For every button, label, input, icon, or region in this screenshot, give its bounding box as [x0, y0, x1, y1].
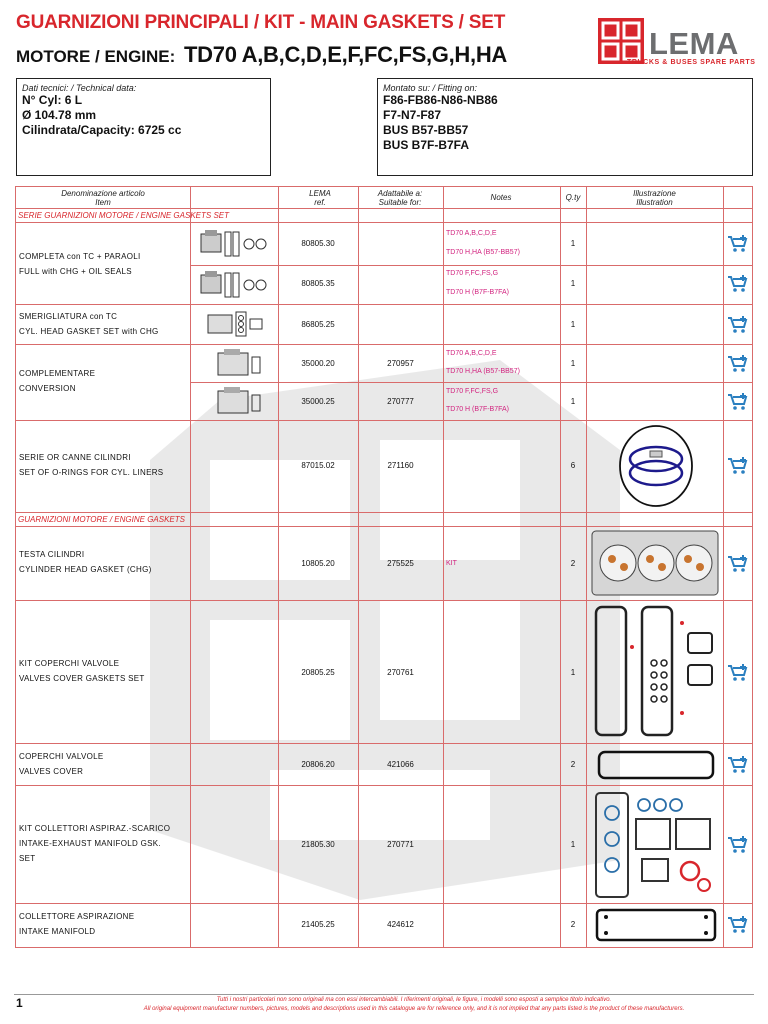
- technical-line: Ø 104.78 mm: [22, 108, 97, 122]
- note-line: TD70 A,B,C,D,E: [446, 230, 497, 237]
- fitting-line: BUS B57-BB57: [383, 123, 469, 137]
- valves-cover-gaskets-image: [592, 603, 720, 739]
- head-gasket-set-image: [206, 309, 266, 339]
- conversion-set-image: [214, 347, 264, 379]
- add-to-cart-icon[interactable]: [727, 663, 749, 683]
- item-description: SMERIGLIATURA con TC CYL. HEAD GASKET SET with CHG: [19, 312, 159, 336]
- suitable-cell: 421066: [387, 760, 414, 769]
- qty-cell: 1: [570, 359, 576, 368]
- fitting-box: [377, 78, 753, 176]
- table-header: [16, 187, 752, 209]
- add-to-cart-icon[interactable]: [727, 315, 749, 335]
- add-to-cart-icon[interactable]: [727, 456, 749, 476]
- suitable-cell: 270957: [387, 359, 414, 368]
- ref-cell: 21405.25: [301, 920, 335, 929]
- fitting-line: BUS B7F-B7FA: [383, 138, 470, 152]
- col-ref: LEMA ref.: [309, 189, 331, 207]
- brand-name: LEMA: [649, 26, 739, 61]
- item-description: COMPLETA con TC + PARAOLI FULL with CHG + OIL SEALS: [19, 252, 141, 276]
- section-title: GUARNIZIONI MOTORE / ENGINE GASKETS: [18, 515, 185, 524]
- parts-table: [15, 186, 753, 948]
- col-notes: Notes: [490, 193, 512, 202]
- suitable-cell: 275525: [387, 559, 414, 568]
- add-to-cart-icon[interactable]: [727, 755, 749, 775]
- item-description: SERIE OR CANNE CILINDRI SET OF O-RINGS FOR CYL. LINERS: [19, 453, 164, 477]
- qty-cell: 1: [570, 279, 576, 288]
- col-item: Denominazione articolo Item: [61, 189, 145, 207]
- ref-cell: 35000.20: [301, 359, 335, 368]
- col-suitable: Adattabile a: Suitable for:: [377, 189, 423, 207]
- page-number: 1: [16, 996, 23, 1010]
- item-description: COLLETTORE ASPIRAZIONE INTAKE MANIFOLD: [19, 912, 135, 936]
- ref-cell: 21805.30: [301, 840, 335, 849]
- ref-cell: 35000.25: [301, 397, 335, 406]
- qty-cell: 1: [570, 840, 576, 849]
- brand-tagline: TRUCKS & BUSES SPARE PARTS: [627, 59, 756, 66]
- qty-cell: 6: [570, 461, 576, 470]
- ref-cell: 80805.30: [301, 239, 335, 248]
- qty-cell: 2: [570, 760, 576, 769]
- item-description: TESTA CILINDRI CYLINDER HEAD GASKET (CHG): [19, 550, 152, 574]
- fitting-caption: Montato su: / Fitting on:: [383, 83, 478, 93]
- brand-logo[interactable]: [597, 14, 757, 74]
- fitting-line: F7-N7-F87: [383, 108, 442, 122]
- suitable-cell: 270777: [387, 397, 414, 406]
- o-rings-image: [616, 423, 696, 509]
- ref-cell: 87015.02: [301, 461, 335, 470]
- suitable-cell: 270761: [387, 668, 414, 677]
- technical-line: N° Cyl: 6 L: [22, 93, 83, 107]
- suitable-cell: 424612: [387, 920, 414, 929]
- ref-cell: 20806.20: [301, 760, 335, 769]
- qty-cell: 1: [570, 668, 576, 677]
- col-illustration: Illustrazione Illustration: [633, 189, 676, 207]
- note-line: TD70 H (B7F-B7FA): [446, 406, 510, 413]
- add-to-cart-icon[interactable]: [727, 354, 749, 374]
- technical-data-box: [16, 78, 271, 176]
- ref-cell: 86805.25: [301, 320, 335, 329]
- add-to-cart-icon[interactable]: [727, 835, 749, 855]
- ref-cell: 10805.20: [301, 559, 335, 568]
- note-line: TD70 H,HA (B57-BB57): [446, 249, 520, 256]
- page-title: GUARNIZIONI PRINCIPALI / KIT - MAIN GASKETS / SET: [16, 12, 506, 33]
- technical-caption: Dati tecnici: / Technical data:: [22, 83, 137, 93]
- engine-heading: [16, 42, 507, 68]
- intake-manifold-gasket-image: [594, 907, 718, 943]
- item-description: KIT COPERCHI VALVOLE VALVES COVER GASKETS SET: [19, 659, 145, 683]
- ref-cell: 80805.35: [301, 279, 335, 288]
- item-description: KIT COLLETTORI ASPIRAZ.-SCARICO INTAKE-EXHAUST MANIFOLD GSK. SET: [19, 824, 171, 863]
- item-description: COMPLEMENTARE CONVERSION: [19, 369, 96, 393]
- lema-logo-icon: [597, 17, 645, 65]
- qty-cell: 2: [570, 559, 576, 568]
- suitable-cell: 270771: [387, 840, 414, 849]
- ref-cell: 20805.25: [301, 668, 335, 677]
- item-description: COPERCHI VALVOLE VALVES COVER: [19, 752, 104, 776]
- engine-models: TD70 A,B,C,D,E,F,FC,FS,G,H,HA: [184, 42, 508, 67]
- valves-cover-image: [596, 749, 716, 781]
- fitting-line: F86-FB86-N86-NB86: [383, 93, 498, 107]
- add-to-cart-icon[interactable]: [727, 554, 749, 574]
- technical-line: Cilindrata/Capacity: 6725 cc: [22, 123, 182, 137]
- add-to-cart-icon[interactable]: [727, 915, 749, 935]
- note-line: KIT: [446, 560, 457, 567]
- footer-divider: [14, 994, 754, 995]
- gasket-set-image: [199, 269, 271, 301]
- footer-disclaimer: Tutti i nostri particolari non sono originali ma con essi intercambiabili. I riferimenti originali, le figure, i modelli sono esposti a semplice titolo indicativo. All original equipment manufacturer numbers, pictures, models and descriptions used in this catalogue are for reference only, and it is not implied that any parts listed is the product of these manufacturers.: [143, 997, 685, 1012]
- note-line: TD70 H,HA (B57-BB57): [446, 368, 520, 375]
- gasket-set-image: [199, 228, 271, 260]
- engine-label: MOTORE / ENGINE:: [16, 47, 176, 66]
- note-line: TD70 H (B7F-B7FA): [446, 289, 510, 296]
- qty-cell: 1: [570, 239, 576, 248]
- add-to-cart-icon[interactable]: [727, 274, 749, 294]
- conversion-set-image: [214, 385, 264, 417]
- note-line: TD70 A,B,C,D,E: [446, 350, 497, 357]
- qty-cell: 2: [570, 920, 576, 929]
- add-to-cart-icon[interactable]: [727, 234, 749, 254]
- col-qty: Q.ty: [565, 193, 581, 202]
- qty-cell: 1: [570, 320, 576, 329]
- add-to-cart-icon[interactable]: [727, 392, 749, 412]
- section-title: SERIE GUARNIZIONI MOTORE / ENGINE GASKETS SET: [18, 211, 229, 220]
- note-line: TD70 F,FC,FS,G: [446, 388, 499, 395]
- manifold-gasket-set-image: [592, 789, 720, 901]
- cylinder-head-gasket-image: [590, 529, 720, 597]
- note-line: TD70 F,FC,FS,G: [446, 270, 499, 277]
- qty-cell: 1: [570, 397, 576, 406]
- suitable-cell: 271160: [387, 461, 414, 470]
